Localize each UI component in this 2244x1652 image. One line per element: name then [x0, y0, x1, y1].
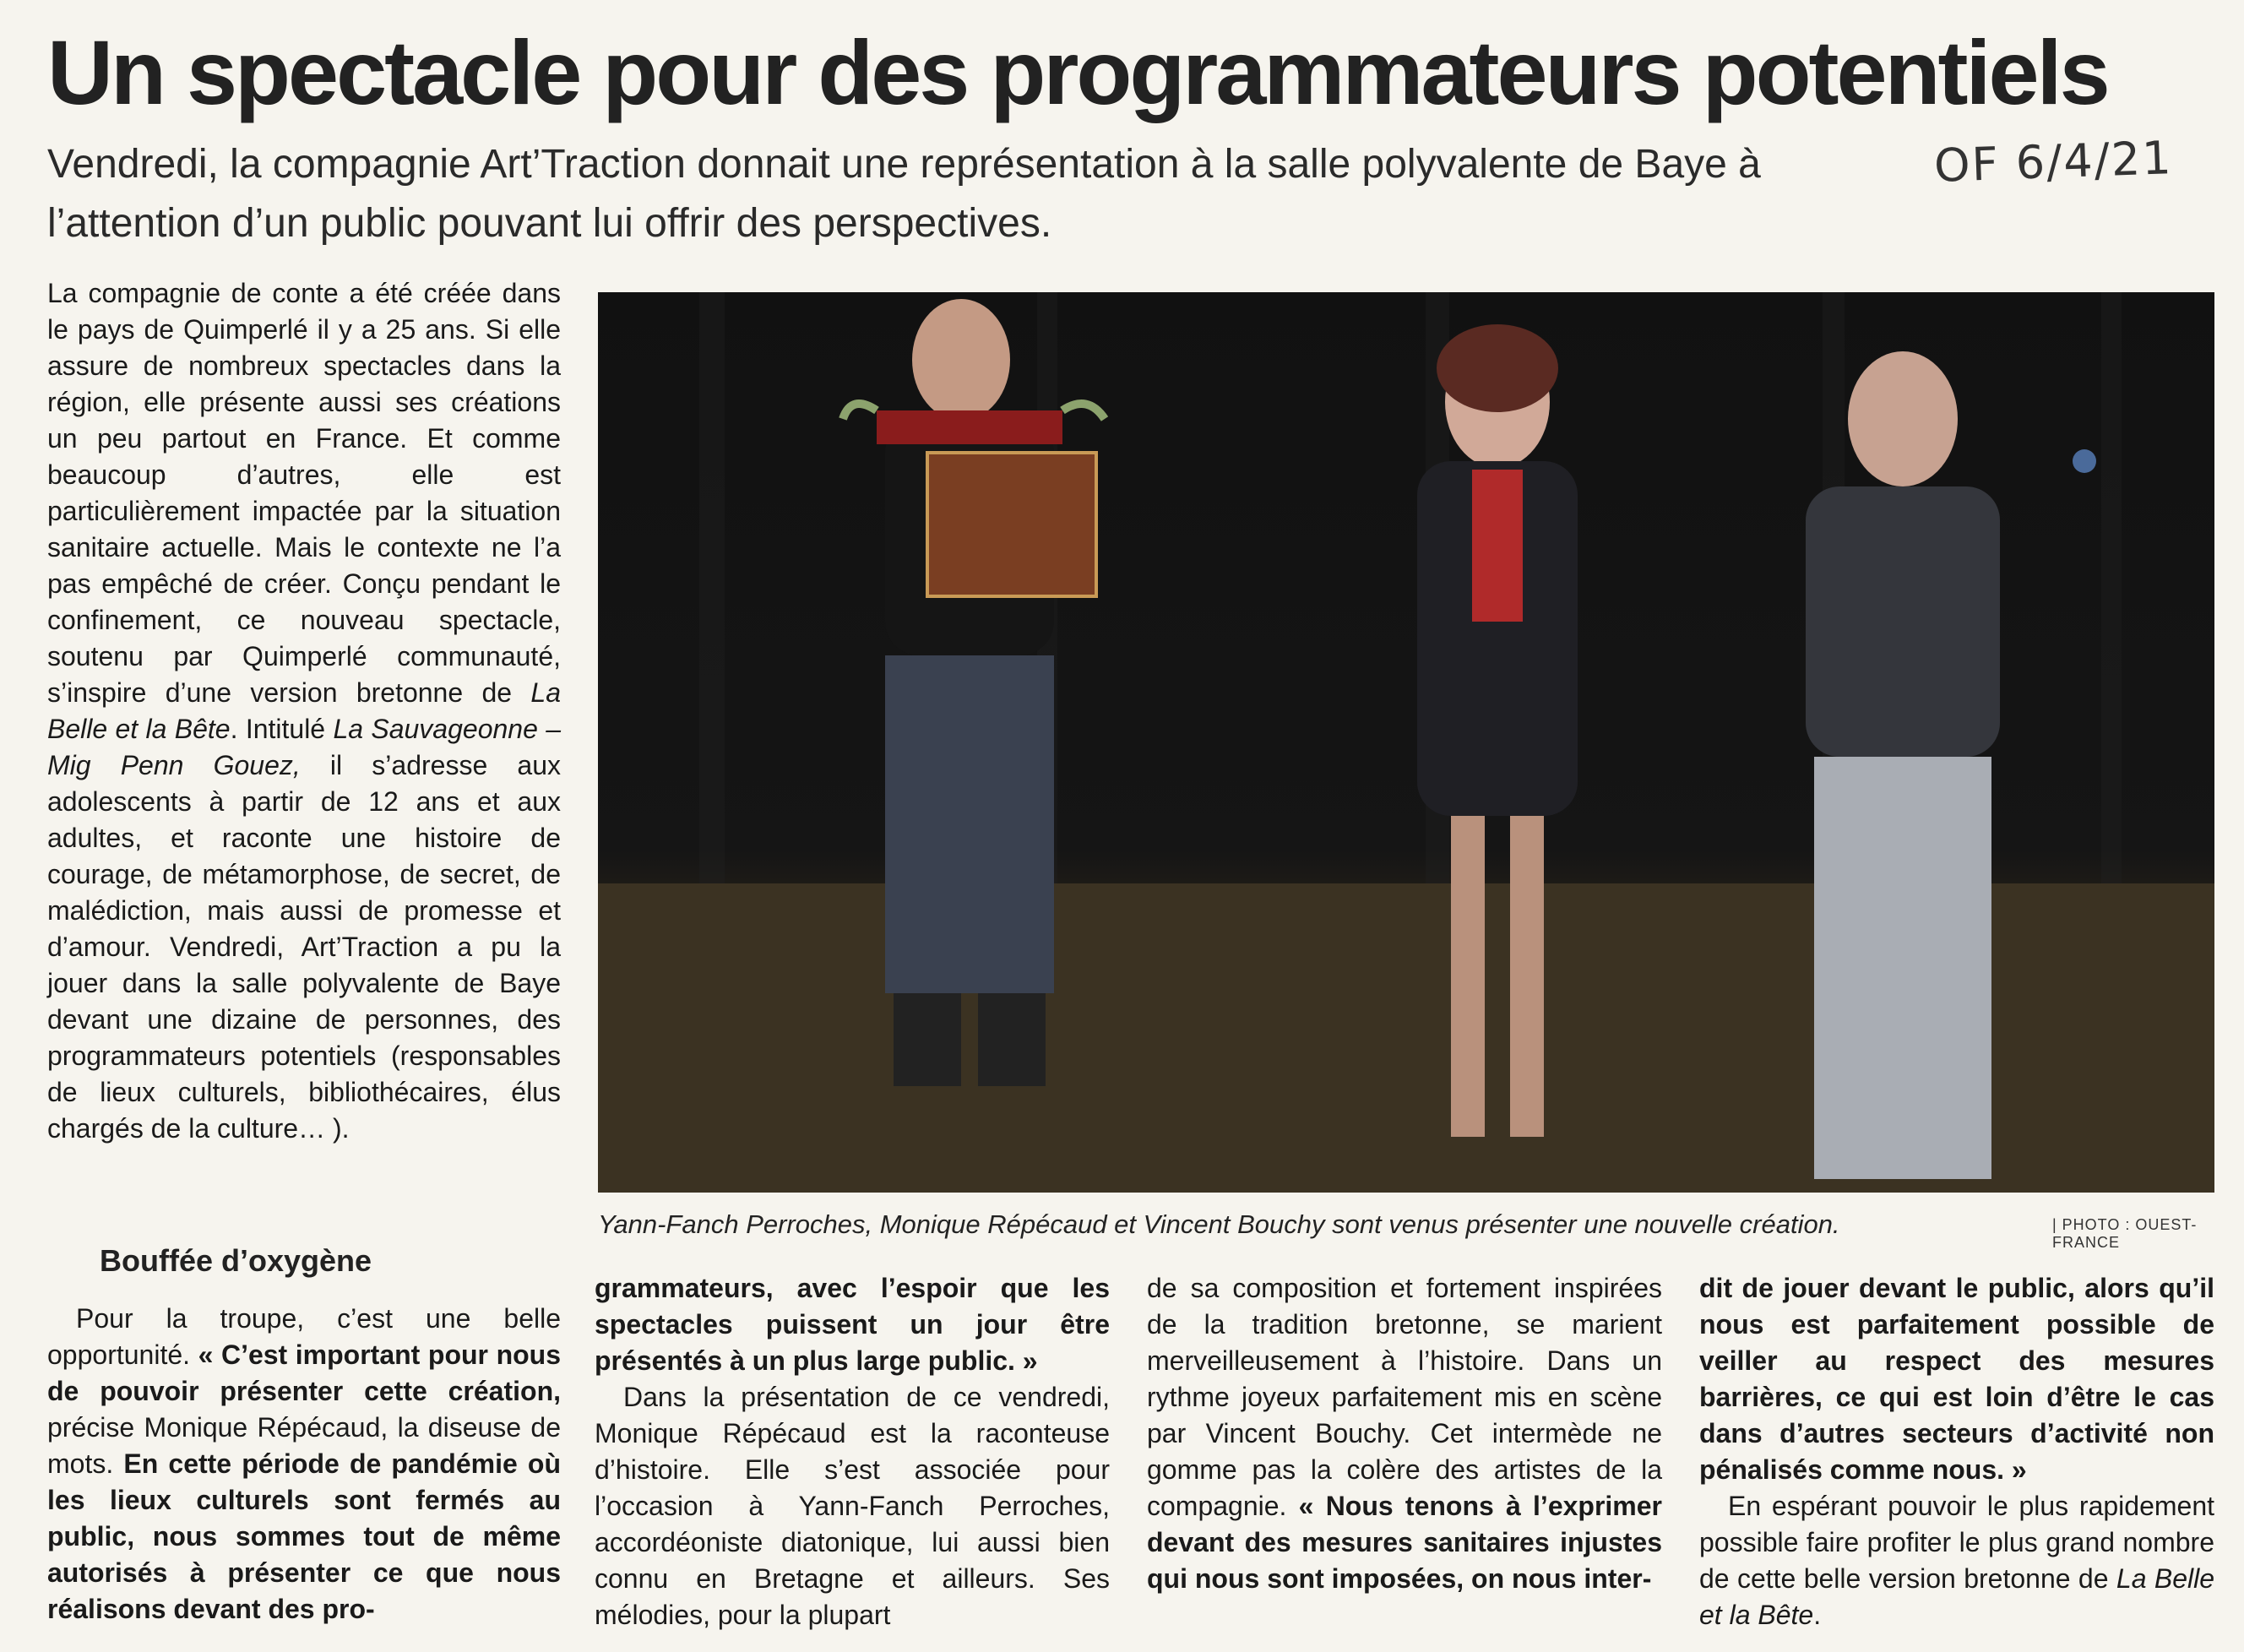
handwritten-date-note: OF 6/4/21 [1932, 131, 2174, 193]
quote-run: dit de jouer devant le public, alors qu’il nous est parfaitement possible de veiller au respect des mesures barrières, ce qui est loin d’être le cas dans d’autres secteurs d’activité non pénalisés comme nous. » [1699, 1273, 2214, 1485]
column-4 [1699, 1270, 2214, 1633]
text-run: précise Monique Répécaud, la diseuse de mots. [47, 1412, 561, 1479]
paragraph-melodies [1147, 1270, 1662, 1597]
column-1-continued [47, 1301, 561, 1628]
text-run: . [1813, 1600, 1822, 1630]
quote-run: grammateurs, avec l’espoir que les spectacles puissent un jour être présentés à un plus large public. » [595, 1273, 1110, 1376]
text-run: Dans la présentation de ce vendredi, Monique Répécaud est la raconteuse d’histoire. Elle s’est associée pour l’occasion à Yann-Fanch Perroches, accordéoniste diatonique, lui aussi bien connu en Bretagne et ailleurs. Ses mélodies, pour la plupart [595, 1382, 1110, 1630]
show-title: La Sauvageonne – Mig Penn Gouez, [47, 714, 562, 780]
text-run: La compagnie de conte a été créée dans le pays de Quimperlé il y a 25 ans. Si elle assure de nombreux spectacles dans la région, elle présente aussi ses créations un peu partout en France. Et comme beaucoup d’autres, elle est particulièrement impactée par la situation sanitaire actuelle. Mais le contexte ne l’a pas empêché de créer. Conçu pendant le confinement, ce nouveau spectacle, soutenu par Quimperlé communauté, s’inspire d’une version bretonne de [47, 278, 561, 708]
paragraph-quote-end [595, 1270, 1110, 1379]
column-2 [595, 1270, 1110, 1633]
headline: Un spectacle pour des programmateurs potentiels [47, 21, 2108, 123]
text-run: de sa composition et fortement inspirées de la tradition bretonne, se marient merveilleusement à l’histoire. Dans un rythme joyeux parfaitement mis en scène par Vincent Bouchy. Cet intermède ne gomme pas la colère des artistes de la compagnie. [1147, 1273, 1662, 1521]
paragraph-intro [47, 275, 561, 1147]
photo-illustration [598, 292, 2214, 1193]
book-title: La Belle et la Bête [47, 677, 561, 744]
text-run: . Intitulé [230, 714, 334, 744]
column-3 [1147, 1270, 1662, 1597]
subheadline: Vendredi, la compagnie Art’Traction donnait une représentation à la salle polyvalente de Baye à l’attention d’un public pouvant lui offrir des perspectives. [47, 142, 1761, 246]
text-run: En espérant pouvoir le plus rapidement possible faire profiter le plus grand nombre de cette belle version bretonne de [1699, 1491, 2214, 1594]
quote-run: « Nous tenons à l’exprimer devant des mesures sanitaires injustes qui nous sont imposées, on nous inter- [1147, 1491, 1663, 1594]
text-run: Pour la troupe, c’est une belle opportunité. [47, 1303, 561, 1370]
book-title: La Belle et la Bête [1699, 1563, 2215, 1630]
paragraph-troupe [47, 1301, 561, 1628]
paragraph-closing [1699, 1488, 2214, 1633]
paragraph-quote-continuation [1699, 1270, 2214, 1488]
article-photo [598, 292, 2214, 1193]
intertitle: Bouffée d’oxygène [100, 1243, 372, 1278]
photo-caption: Yann-Fanch Perroches, Monique Répécaud et Vincent Bouchy sont venus présenter une nouvelle création. [598, 1209, 1840, 1239]
photo-credit: | PHOTO : OUEST-FRANCE [2052, 1216, 2198, 1251]
quote-run: « C’est important pour nous de pouvoir présenter cette création, [47, 1340, 562, 1406]
column-1 [47, 275, 561, 1147]
quote-run: En cette période de pandémie où les lieux culturels sont fermés au public, nous sommes tout de même autorisés à présenter ce que nous réalisons devant des pro- [47, 1448, 562, 1624]
paragraph-presentation [595, 1379, 1110, 1633]
stage-light [2073, 449, 2096, 473]
text-run: il s’adresse aux adolescents à partir de 12 ans et aux adultes, et raconte une histoire de courage, de métamorphose, de secret, de malédiction, mais aussi de promesse et d’amour. Vendredi, Art’Traction a pu la jouer dans la salle polyvalente de Baye devant une dizaine de personnes, des programmateurs potentiels (responsables de lieux culturels, bibliothécaires, élus chargés de la culture… ). [47, 750, 562, 1144]
